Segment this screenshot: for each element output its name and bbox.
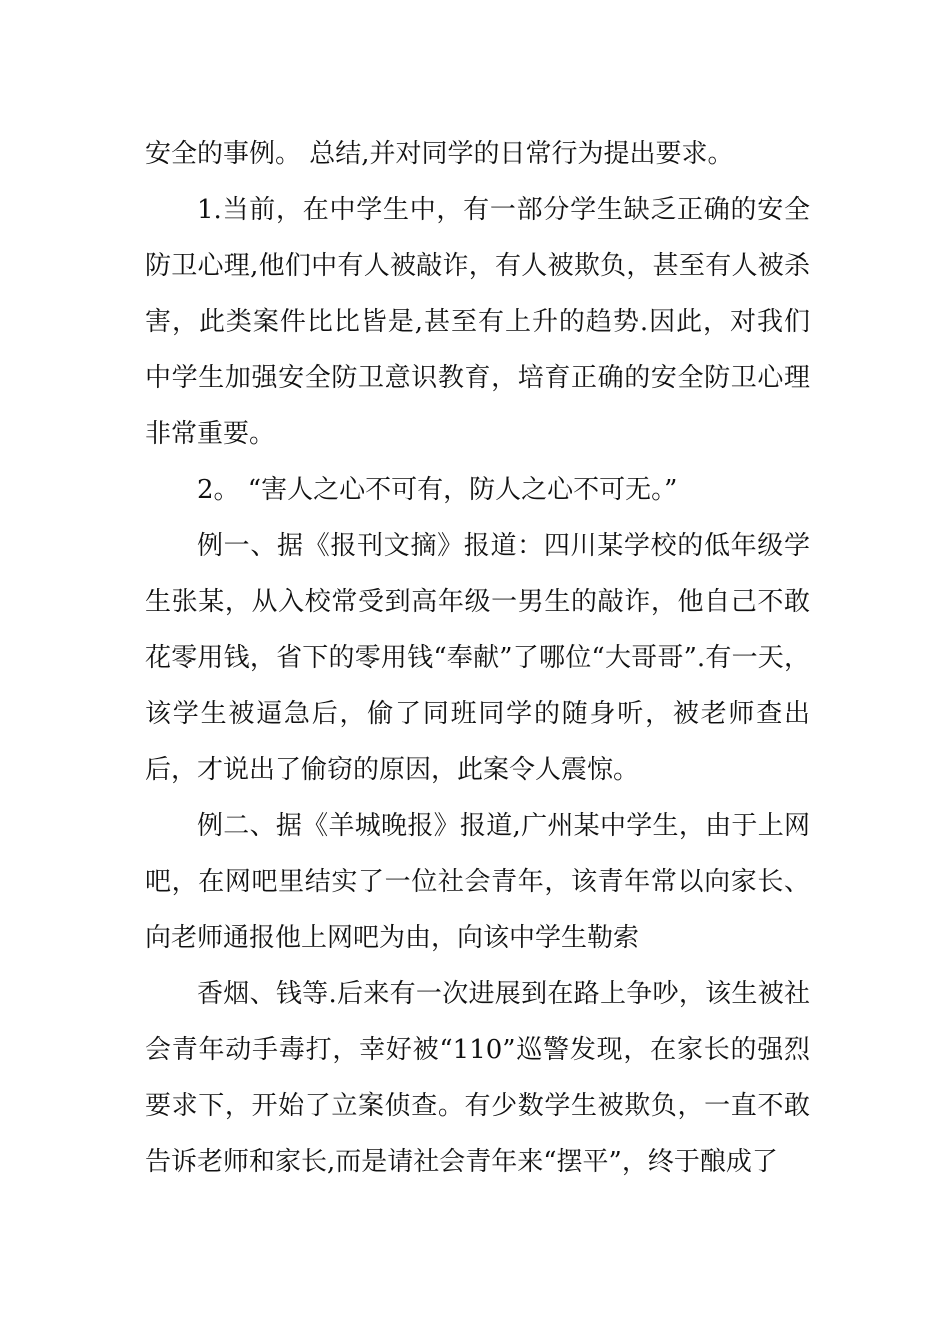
document-body — [145, 126, 810, 1190]
paragraph-example-1: 例一、据《报刊文摘》报道：四川某学校的低年级学生张某，从入校常受到高年级一男生的敲诈，他自己不敢花零用钱，省下的零用钱“奉献”了哪位“大哥哥”.有一天，该学生被逼急后，偷了同班同学的随身听，被老师查出后，才说出了偷窃的原因，此案令人震惊。 — [145, 531, 810, 785]
paragraph-point-1: 1.当前，在中学生中，有一部分学生缺乏正确的安全防卫心理,他们中有人被敲诈，有人被欺负，甚至有人被杀害，此类案件比比皆是,甚至有上升的趋势.因此，对我们中学生加强安全防卫意识教育，培育正确的安全防卫心理非常重要。 — [145, 195, 810, 449]
paragraph-continuation: 香烟、钱等.后来有一次进展到在路上争吵，该生被社会青年动手毒打，幸好被“110”巡警发现，在家长的强烈要求下，开始了立案侦查。有少数学生被欺负，一直不敢告诉老师和家长,而是请社会青年来“摆平”，终于酿成了 — [145, 979, 810, 1177]
paragraph-summary: 安全的事例。 总结,并对同学的日常行为提出要求。 — [145, 139, 734, 169]
paragraph-example-2: 例二、据《羊城晚报》报道,广州某中学生，由于上网吧，在网吧里结实了一位社会青年，该青年常以向家长、向老师通报他上网吧为由，向该中学生勒索 — [145, 811, 810, 953]
paragraph-point-2: 2。 “害人之心不可有，防人之心不可无。” — [197, 475, 678, 505]
